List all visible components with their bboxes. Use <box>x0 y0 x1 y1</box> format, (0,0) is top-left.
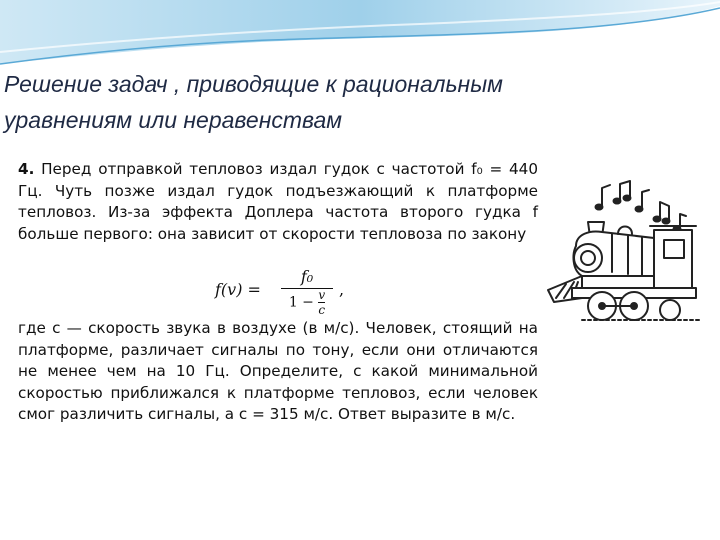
slide-title-line-2: уравнениям или неравенствам <box>4 107 343 133</box>
locomotive-icon <box>542 178 702 338</box>
problem-text-part1: Перед отправкой тепловоз издал гудок с частотой f₀ = 440 Гц. Чуть позже издал гудок подъезжающий к платформе тепловоз. Из-за эффекта Доплера частота второго гудка f больше первого: она зависит от скорости тепловоза по закону <box>18 160 538 243</box>
problem-text-part2: где c — скорость звука в воздухе (в м/с). Человек, стоящий на платформе, различает сигналы по тону, если они отличаются не менее чем на 10 Гц. Определите, с какой минимальной скоростью приближался к платформе тепловоз, если человек смог различить сигналы, а c = 315 м/с. Ответ выразите в м/с. <box>18 319 538 423</box>
problem-number: 4. <box>18 160 35 178</box>
doppler-formula <box>215 266 355 324</box>
formula-inner-fraction <box>318 289 325 316</box>
formula-trailing-comma: , <box>339 280 345 299</box>
formula-numerator: f₀ <box>300 267 314 286</box>
slide-title-line-1: Решение задач , приводящие к рациональным <box>4 71 503 97</box>
formula-den-prefix: 1 − <box>288 294 314 311</box>
music-notes-icon <box>596 181 687 232</box>
formula-lhs: f(v) = <box>215 280 261 299</box>
slide-title <box>4 66 714 138</box>
formula-inner-numerator: v <box>318 288 326 302</box>
formula-denominator <box>281 289 333 316</box>
problem-intro <box>18 159 538 245</box>
formula-fraction <box>281 266 333 316</box>
formula-inner-denominator: c <box>318 303 326 317</box>
